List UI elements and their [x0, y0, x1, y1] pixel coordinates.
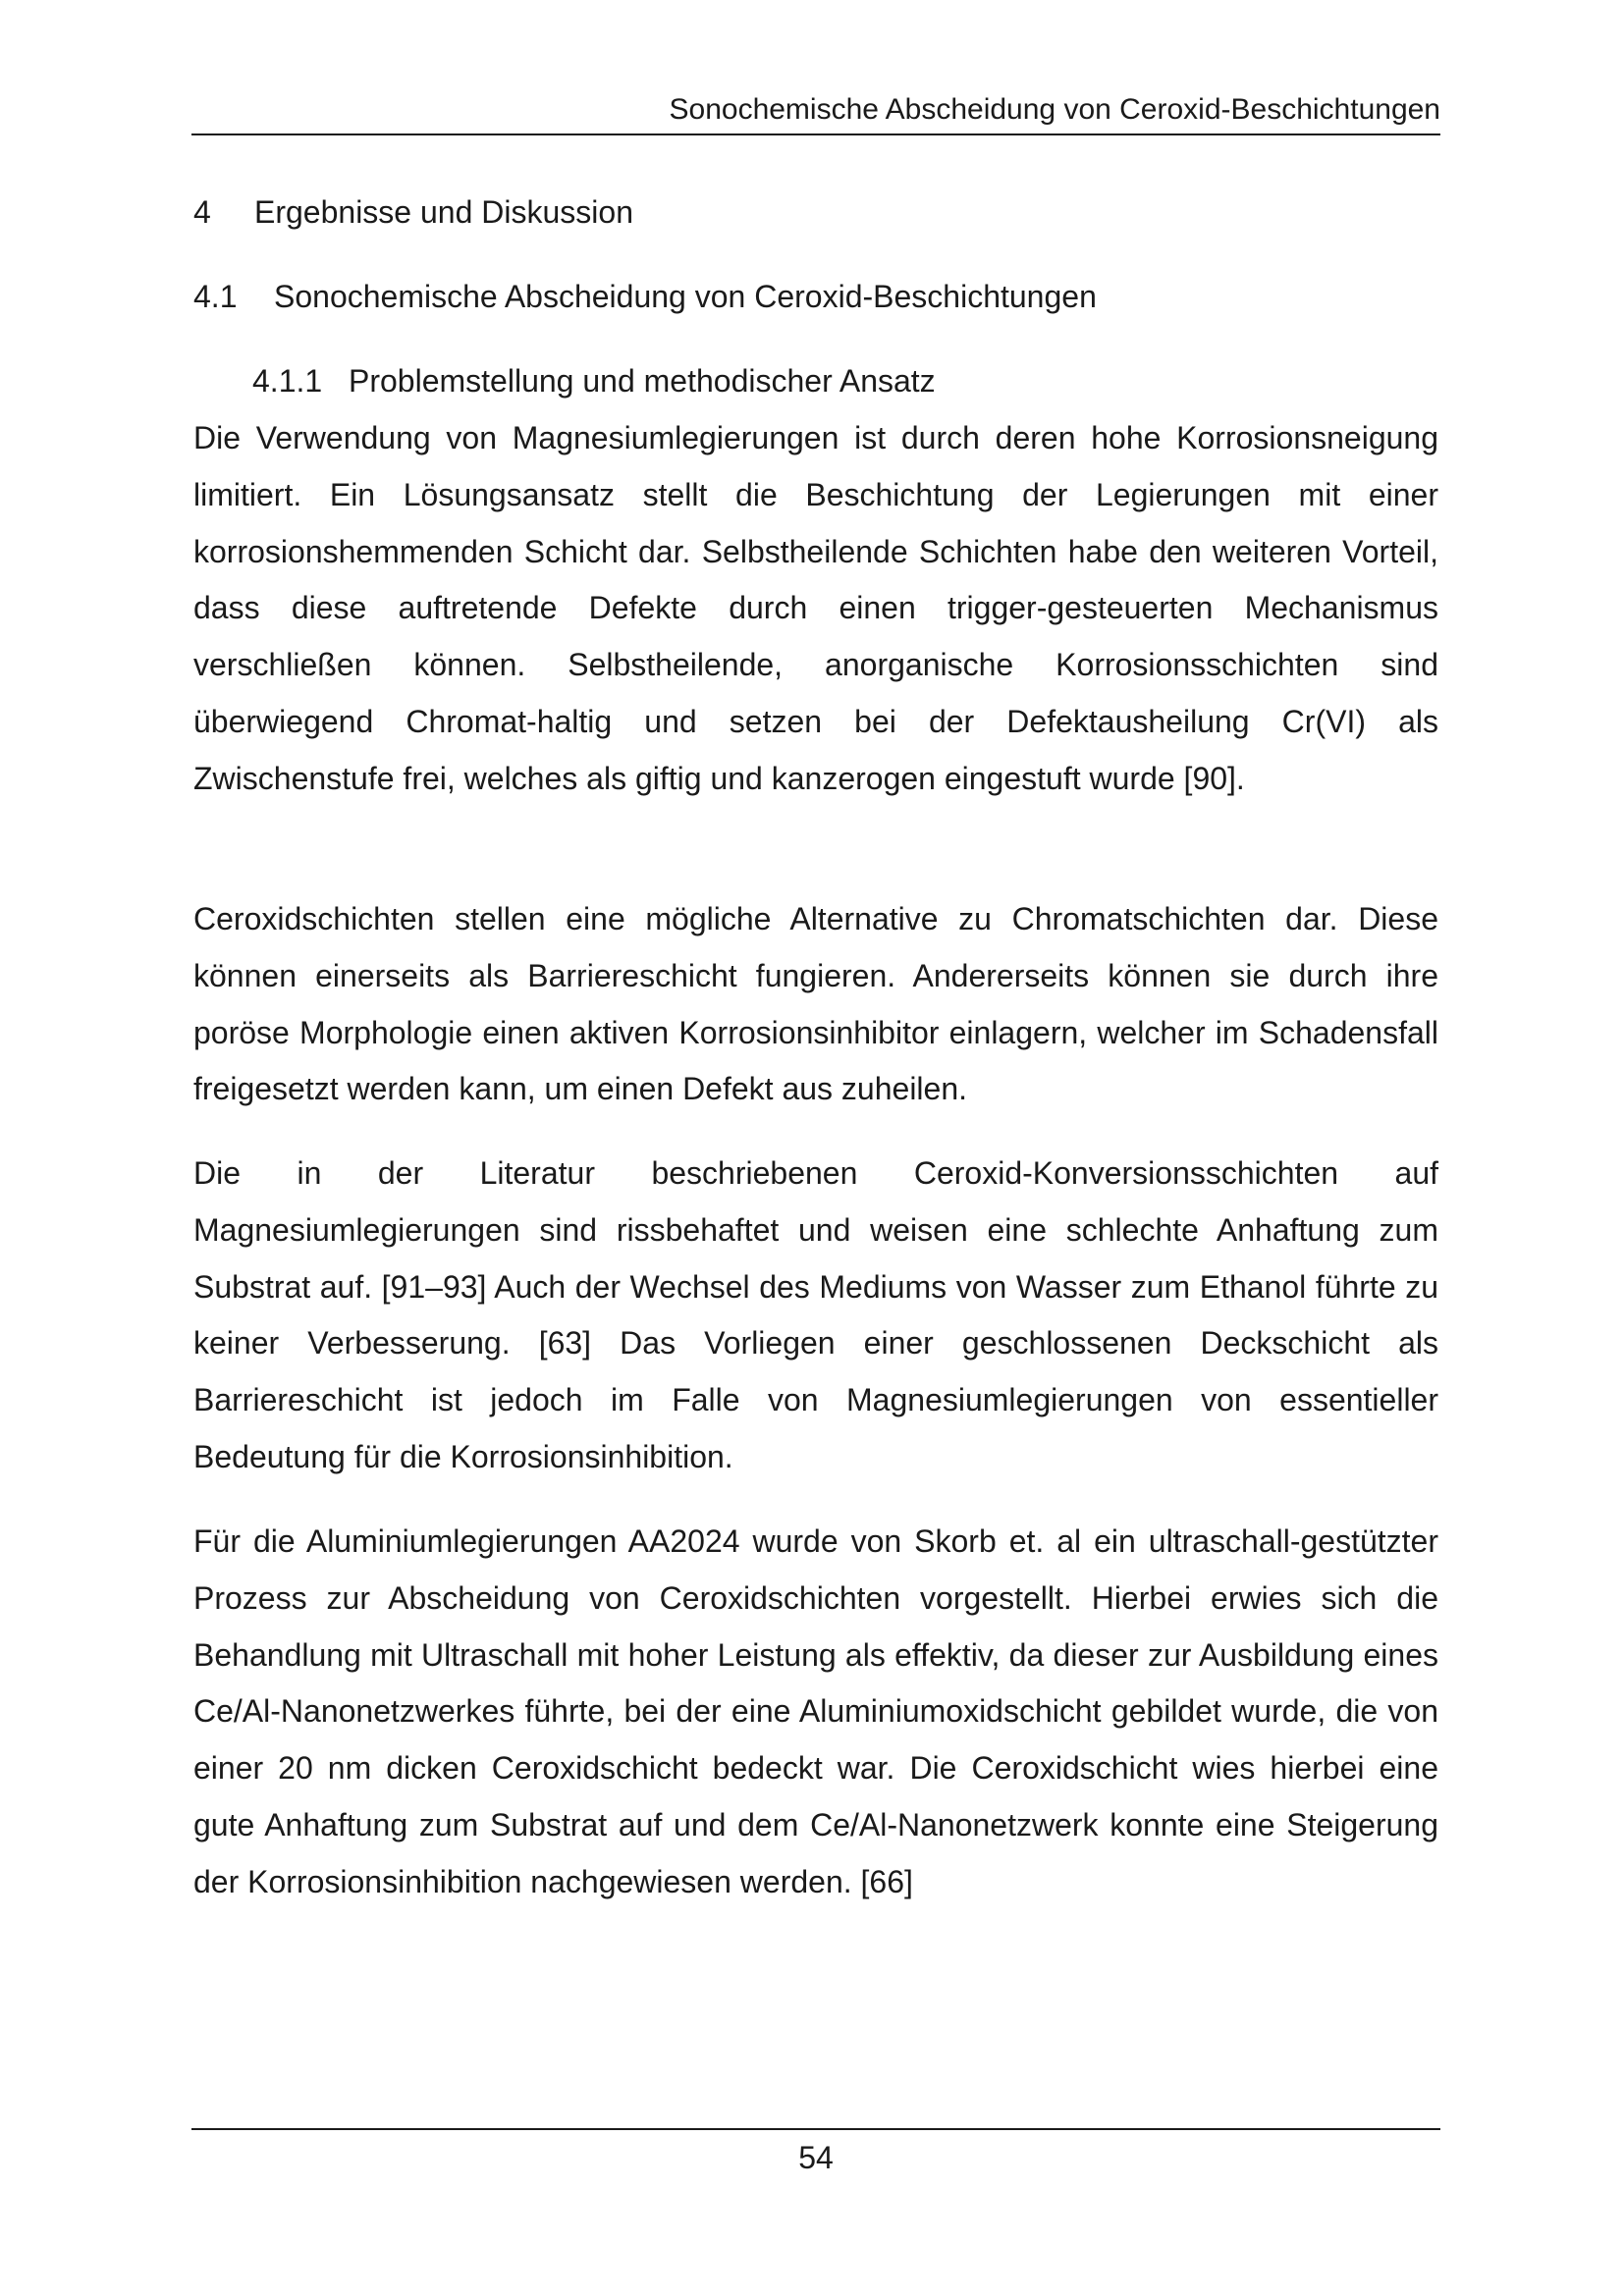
section-title: Sonochemische Abscheidung von Ceroxid-Beschichtungen: [274, 279, 1097, 314]
chapter-heading: [193, 192, 633, 232]
paragraph-4: Für die Aluminiumlegierungen AA2024 wurde von Skorb et. al ein ultraschall-gestützter Prozess zur Abscheidung von Ceroxidschichten vorgestellt. Hierbei erwies sich die Behandlung mit Ultraschall mit hoher Leistung als effektiv, da dieser zur Ausbildung eines Ce/Al-Nanonetzwerkes führte, bei der eine Aluminiumoxidschicht gebildet wurde, die von einer 20 nm dicken Ceroxidschicht bedeckt war. Die Ceroxidschicht wies hierbei eine gute Anhaftung zum Substrat auf und dem Ce/Al-Nanonetzwerk konnte eine Steigerung der Korrosionsinhibition nachgewiesen werden. [66]: [193, 1523, 1438, 1899]
subsection-heading: [252, 361, 936, 400]
paragraph-3: Die in der Literatur beschriebenen Ceroxid-Konversionsschichten auf Magnesiumlegierungen sind rissbehaftet und weisen eine schlechte Anhaftung zum Substrat auf. [91–93] Auch der Wechsel des Mediums von Wasser zum Ethanol führte zu keiner Verbesserung. [63] Das Vorliegen einer geschlossenen Deckschicht als Barriereschicht ist jedoch im Falle von Magnesiumlegierungen von essentieller Bedeutung für die Korrosionsinhibition.: [193, 1155, 1438, 1474]
section-number: 4.1: [193, 279, 238, 314]
page-number: 54: [798, 2140, 834, 2175]
footer-rule: [191, 2128, 1440, 2130]
subsection-title: Problemstellung und methodischer Ansatz: [349, 363, 936, 399]
section-heading: [193, 277, 1097, 316]
paragraph-1: Die Verwendung von Magnesiumlegierungen ist durch deren hohe Korrosionsneigung limitiert. Ein Lösungsansatz stellt die Beschichtung der Legierungen mit einer korrosionshemmenden Schicht dar. Selbstheilende Schichten habe den weiteren Vorteil, dass diese auftretende Defekte durch einen trigger-gesteuerten Mechanismus verschließen können. Selbstheilende, anorganische Korrosionsschichten sind überwiegend Chromat-haltig und setzen bei der Defektausheilung Cr(VI) als Zwischenstufe frei, welches als giftig und kanzerogen eingestuft wurde [90].: [193, 420, 1438, 796]
running-header: Sonochemische Abscheidung von Ceroxid-Beschichtungen: [669, 93, 1440, 126]
chapter-title: Ergebnisse und Diskussion: [254, 194, 633, 230]
paragraph-2: Ceroxidschichten stellen eine mögliche Alternative zu Chromatschichten dar. Diese können einerseits als Barriereschicht fungieren. Andererseits können sie durch ihre poröse Morphologie einen aktiven Korrosionsinhibitor einlagern, welcher im Schadensfall freigesetzt werden kann, um einen Defekt aus zuheilen.: [193, 901, 1438, 1107]
subsection-number: 4.1.1: [252, 363, 323, 399]
chapter-number: 4: [193, 194, 211, 230]
header-rule: [191, 133, 1440, 135]
